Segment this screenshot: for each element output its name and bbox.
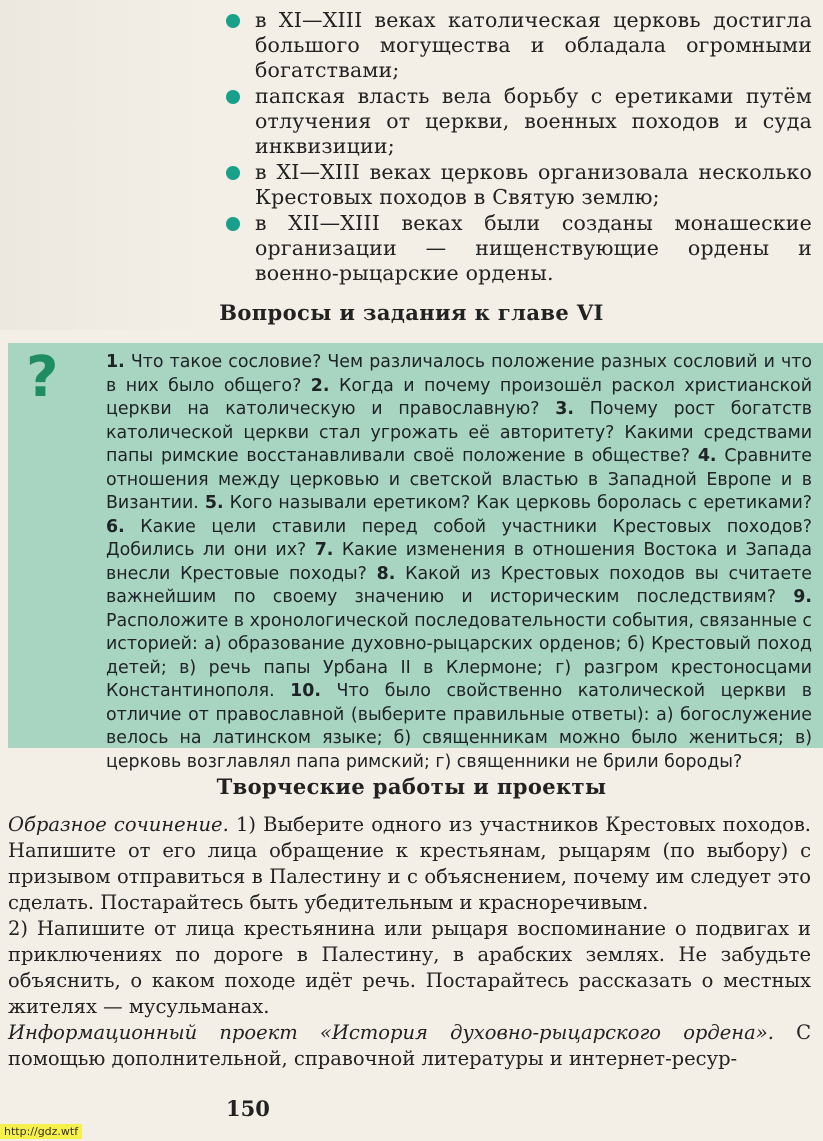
question-number: 6.	[106, 516, 125, 537]
question-text: Когда и почему произошёл раскол христианской церкви на католическую и православную?	[106, 375, 812, 419]
question-text: Почему рост богатств католической церкви стал угрожать её авторитету? Какими средствами папы римские восстанавливали своё положение в обществе?	[106, 399, 813, 466]
summary-bullet-list	[222, 8, 812, 287]
question-number: 1.	[106, 352, 125, 372]
creative-paragraph-3: Информационный проект «История духовно-рыцарского ордена». С помощью дополнительной, справочной литературы и интернет-ресур-	[8, 1021, 811, 1070]
question-number: 9.	[793, 587, 812, 607]
question-number: 8.	[376, 563, 396, 584]
creative-heading: Творческие работы и проекты	[216, 774, 607, 799]
creative-paragraph-1: Образное сочинение. 1) Выберите одного из участников Крестовых походов. Напишите от его лица обращение к крестьянам, рыцарям (по выбору) с призывом отправиться в Палестину и с объяснением, почему им следует это сделать. Постарайтесь быть убедительным и красноречивым.	[8, 813, 811, 914]
question-number: 7.	[314, 540, 334, 560]
question-mark-icon: ?	[26, 345, 59, 410]
left-page-edge	[0, 0, 205, 330]
bullet-dot-icon	[226, 14, 240, 28]
question-number: 10.	[290, 681, 321, 701]
summary-bullet: в XII—XIII веках были созданы монашеские организации — нищенствующие ордены и военно-рыцарские ордены.	[222, 211, 812, 286]
question-text: Сравните отношения между церковью и светской властью в Западной Европе и в Византии.	[106, 446, 812, 513]
question-text: Расположите в хронологической последовательности события, связанные с историей: а) образование духовно-рыцарских орденов; б) Крестовый поход детей; в) речь папы Урбана II в Клермоне; г) разгром крестоносцами Константинополя.	[106, 610, 812, 701]
question-text: Какой из Крестовых походов вы считаете важнейшим по своему значению и историческим последствиям?	[106, 563, 812, 607]
essay-label: Образное сочинение.	[8, 813, 229, 836]
page-number: 150	[226, 1096, 270, 1121]
watermark-link[interactable]: http://gdz.wtf	[0, 1124, 82, 1139]
creative-paragraph-2: 2) Напишите от лица крестьянина или рыцаря воспоминание о подвигах и приключениях по дороге в Палестину, в арабских землях. Не забудьте объяснить, о каком походе идёт речь. Постарайтесь рассказать о местных жителях — мусульманах.	[8, 917, 811, 1018]
creative-section	[8, 812, 811, 1072]
bullet-dot-icon	[226, 166, 240, 180]
question-text: Что было свойственно католической церкви в отличие от православной (выберите правильные ответы): а) богослужение велось на латинском языке; б) священникам можно было жениться; в) церковь возглавлял папа римский; г) священники не брили бороды?	[106, 681, 813, 772]
project-label: Информационный проект «История духовно-рыцарского ордена».	[8, 1021, 774, 1044]
question-text: Что такое сословие? Чем различалось положение разных сословий и что в них было общего?	[106, 352, 813, 396]
question-text: Какие цели ставили перед собой участники Крестовых походов? Добились ли они их?	[106, 516, 812, 560]
question-number: 4.	[697, 446, 717, 466]
question-number: 2.	[310, 375, 330, 396]
question-number: 5.	[204, 493, 224, 513]
questions-heading: Вопросы и задания к главе VI	[219, 300, 604, 325]
question-number: 3.	[555, 399, 574, 419]
question-text: Какие изменения в отношения Востока и Запада внесли Крестовые походы?	[106, 540, 813, 584]
questions-text	[106, 351, 812, 774]
question-text: Кого называли еретиком? Как церковь боролась с еретиками?	[229, 493, 813, 513]
bullet-dot-icon	[226, 217, 240, 231]
summary-bullet: в XI—XIII веках католическая церковь достигла большого могущества и обладала огромными богатствами;	[222, 8, 812, 83]
summary-bullet: в XI—XIII веках церковь организовала несколько Крестовых походов в Святую землю;	[222, 160, 812, 210]
bullet-dot-icon	[226, 90, 240, 104]
summary-bullet: папская власть вела борьбу с еретиками путём отлучения от церкви, военных походов и суда инквизиции;	[222, 84, 812, 159]
